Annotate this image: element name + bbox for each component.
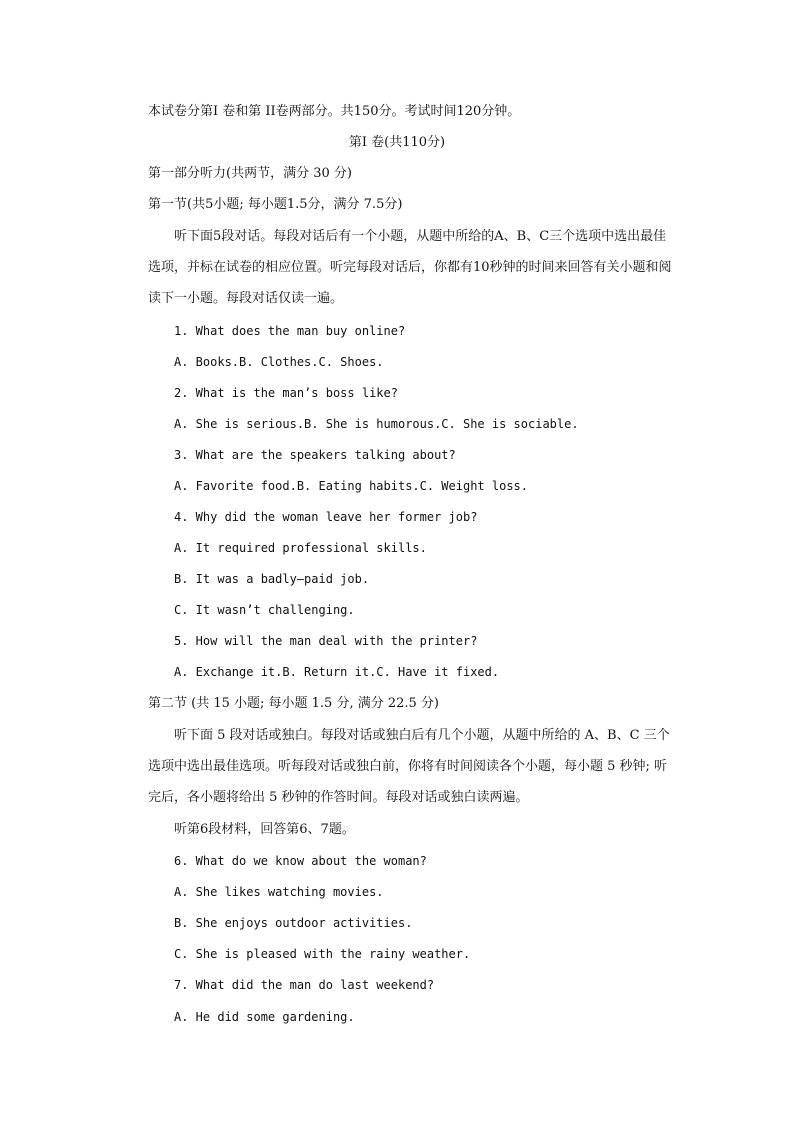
question-4: 4. Why did the woman leave her former job? bbox=[174, 510, 478, 524]
section1-instructions bbox=[148, 221, 678, 314]
question-6-option-c: C. She is pleased with the rainy weather. bbox=[174, 947, 471, 961]
question-3: 3. What are the speakers talking about? bbox=[174, 448, 456, 462]
question-7-option-a: A. He did some gardening. bbox=[174, 1010, 355, 1024]
question-5-options: A. Exchange it.B. Return it.C. Have it fixed. bbox=[174, 665, 500, 679]
exam-intro: 本试卷分第Ⅰ 卷和第 II卷两部分。共150分。考试时间120分钟。 bbox=[148, 104, 521, 119]
section1-title: 第一节(共5小题; 每小题1.5分，满分 7.5分) bbox=[148, 197, 403, 212]
question-2: 2. What is the man’s boss like? bbox=[174, 386, 398, 400]
section2-instructions bbox=[148, 720, 678, 813]
material-note: 听第6段材料，回答第6、7题。 bbox=[174, 822, 355, 837]
question-2-options: A. She is serious.B. She is humorous.C. She is sociable. bbox=[174, 417, 579, 431]
question-5: 5. How will the man deal with the printer? bbox=[174, 634, 478, 648]
question-7: 7. What did the man do last weekend? bbox=[174, 978, 435, 992]
question-1-options: A. Books.B. Clothes.C. Shoes. bbox=[174, 355, 384, 369]
question-3-options: A. Favorite food.B. Eating habits.C. Weight loss. bbox=[174, 479, 529, 493]
part1-title: 第一部分听力(共两节，满分 30 分) bbox=[148, 166, 352, 181]
question-6-option-a: A. She likes watching movies. bbox=[174, 885, 384, 899]
question-4-option-a: A. It required professional skills. bbox=[174, 541, 427, 555]
section1-instructions-text: 听下面5段对话。每段对话后有一个小题，从题中所给的A、B、C三个选项中选出最佳选项，并标在试卷的相应位置。听完每段对话后，你都有10秒钟的时间来回答有关小题和阅读下一小题。每段对话仅读一遍。 bbox=[148, 229, 672, 306]
question-4-option-c: C. It wasn’t challenging. bbox=[174, 603, 355, 617]
section2-instructions-text: 听下面 5 段对话或独白。每段对话或独白后有几个小题，从题中所给的 A、B、C 三个选项中选出最佳选项。听每段对话或独白前，你将有时间阅读各个小题，每小题 5 秒钟; 听完后，各小题将给出 5 秒钟的作答时间。每段对话或独白读两遍。 bbox=[148, 728, 670, 805]
volume-title: 第Ⅰ 卷(共110分) bbox=[348, 135, 446, 150]
section2-title: 第二节 (共 15 小题; 每小题 1.5 分, 满分 22.5 分) bbox=[148, 696, 440, 711]
question-6: 6. What do we know about the woman? bbox=[174, 854, 427, 868]
question-4-option-b: B. It was a badly—paid job. bbox=[174, 572, 370, 586]
question-1: 1. What does the man buy online? bbox=[174, 324, 406, 338]
question-6-option-b: B. She enjoys outdoor activities. bbox=[174, 916, 413, 930]
